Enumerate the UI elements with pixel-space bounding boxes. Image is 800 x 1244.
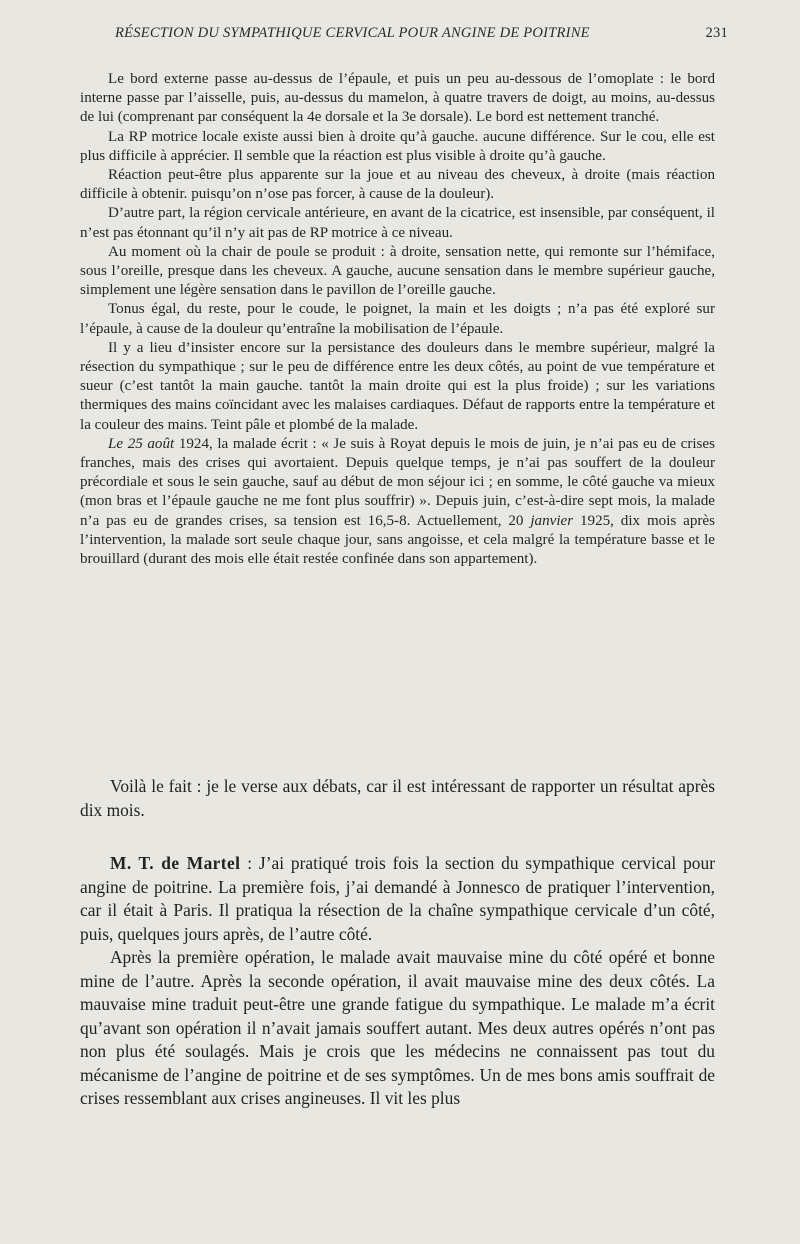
paragraph-border: Le bord externe passe au-dessus de l’épaule, et puis un peu au-dessous de l’omoplate : le bord interne passe par l’aisselle, puis, au-dessus du mamelon, à quatre travers de doigt, au moins, au-dessus de lui (comprenant par conséquent la 4e dorsale et la 3e dorsale). Le bord est nettement tranché. — [80, 71, 715, 126]
paragraph-martel-2: Après la première opération, le malade avait mauvaise mine du côté opéré et bonne mine de l’autre. Après la seconde opération, il avait mauvaise mine des deux côtés. La mauvaise mine traduit peut-être une grande fatigue du sympathique. Le malade m’a écrit qu’avant son opération il n’avait jamais souffert autant. Mes deux autres opérés n’ont pas non plus été soulagés. Mais je crois que les médecins ne connaissent pas tout du mécanisme de l’angine de poitrine et de ses symptômes. Un de mes bons amis souffrait de crises ressemblant aux crises angineuses. Il vit les plus — [80, 947, 715, 1108]
discussion-text — [80, 852, 715, 1111]
paragraph-goosebumps: Au moment où la chair de poule se produit : à droite, sensation nette, qui remonte sur l’hémiface, sous l’oreille, presque dans les cheveux. A gauche, aucune sensation dans le membre supérieur gauche, simplement une légère sensation dans le pavillon de l’oreille gauche. — [80, 243, 715, 299]
martel-text-1: : J’ai pratiqué trois fois la section du sympathique cervical pour angine de poitrine. La première fois, j’ai demandé à Jonnesco de pratiquer l’intervention, car il était à Paris. Il pratiqua la résection de la chaîne sympathique cervicale d’un côté, puis, quelques jours après, de l’autre côté. — [80, 853, 715, 944]
paragraph-martel-1 — [80, 852, 715, 946]
page-number: 231 — [705, 25, 728, 41]
paragraph-tonus: Tonus égal, du reste, pour le coude, le poignet, la main et les doigts ; n’a pas été exploré sur l’épaule, à cause de la douleur qu’entraîne la mobilisation de l’épaule. — [80, 301, 715, 337]
paragraph-rp-motrice: La RP motrice locale existe aussi bien à droite qu’à gauche. aucune différence. Sur le cou, elle est plus difficile à apprécier. Il semble que la réaction est plus visible à droite qu’à gauche. — [80, 128, 715, 164]
letter-text-1: 1924, la malade écrit : « Je suis à Royat depuis le mois de juin, je n’ai pas eu de crises franches, mais des crises qui avortaient. Depuis quelque temps, je n’ai pas souffert de la douleur précordiale et sous le sein gauche, sauf au début de mon séjour ici ; en somme, le côté gauche va mieux (mon bras et l’épaule gauche ne me font plus souffrir) ». Depuis juin, c’est-à-dire sept mois, la malade n’a pas eu de grandes crises, sa tension est 16,5-8. Actuellement, 20 — [80, 435, 715, 529]
conclusion-text — [80, 775, 715, 822]
speaker-name: M. T. de Martel — [110, 853, 241, 873]
letter-month: janvier — [530, 512, 574, 529]
running-title: RÉSECTION DU SYMPATHIQUE CERVICAL POUR ANGINE DE POITRINE — [115, 25, 590, 41]
paragraph-reaction: Réaction peut-être plus apparente sur la joue et au niveau des cheveux, à droite (mais réaction difficile à obtenir. puisqu’on n’ose pas forcer, à cause de la douleur). — [80, 167, 715, 203]
letter-date: Le 25 août — [108, 435, 175, 452]
paragraph-letter — [80, 435, 715, 569]
running-header — [115, 25, 728, 47]
case-report-text — [80, 70, 715, 569]
letter-text-2: 1925, dix mois après l’intervention, la malade sort seule chaque jour, sans angoisse, et cela malgré la température basse et le brouillard (durant des mois elle était restée confinée dans son appartement). — [80, 512, 715, 568]
paragraph-persistence: Il y a lieu d’insister encore sur la persistance des douleurs dans le membre supérieur, malgré la résection du sympathique ; sur le peu de différence entre les deux côtés, au point de vue température et sueur (c’est tantôt la main gauche. tantôt la main droite qui est la plus froide) ; sur les variations thermiques des mains coïncidant avec les malaises cardiaques. Défaut de rapports entre la température et la couleur des mains. Teint pâle et plombé de la malade. — [80, 339, 715, 433]
paragraph-conclusion: Voilà le fait : je le verse aux débats, car il est intéressant de rapporter un résultat après dix mois. — [80, 776, 715, 820]
paragraph-cervical-region: D’autre part, la région cervicale antérieure, en avant de la cicatrice, est insensible, par conséquent, il n’est pas étonnant qu’il n’y ait pas de RP motrice à ce niveau. — [80, 205, 715, 241]
